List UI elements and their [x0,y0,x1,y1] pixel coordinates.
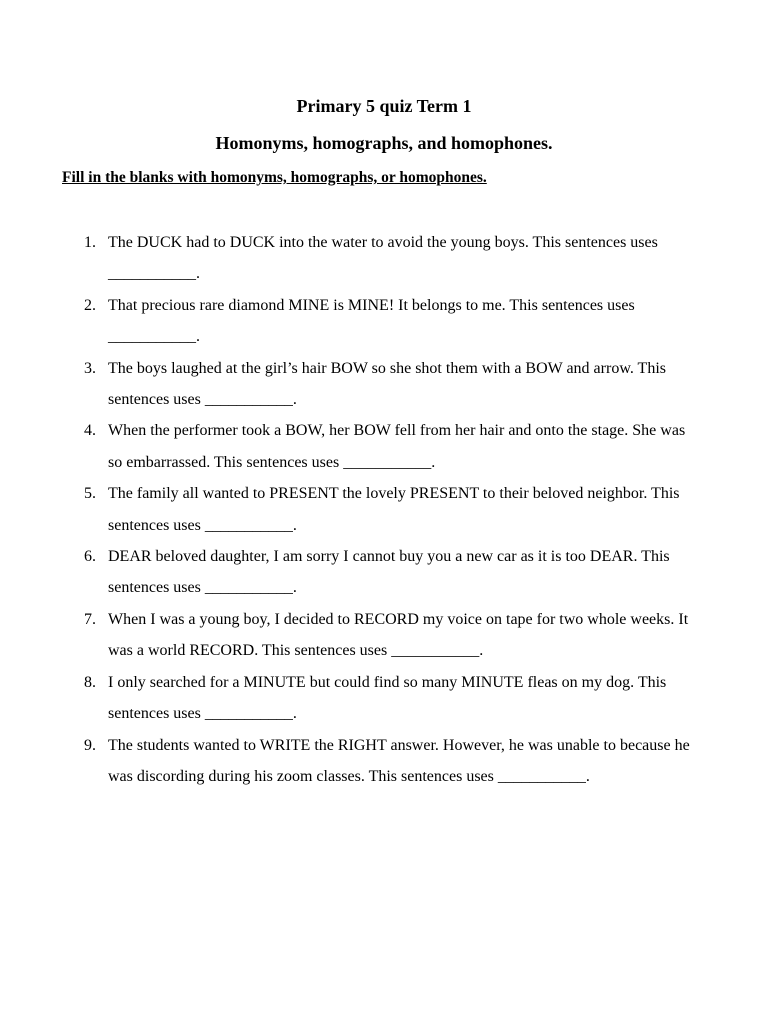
page-subtitle: Homonyms, homographs, and homophones. [215,133,553,153]
page-title: Primary 5 quiz Term 1 [296,96,472,116]
question-item [0,667,690,730]
question-number: 3. [84,359,96,377]
question-number: 6. [84,548,96,566]
question-number: 7. [84,610,96,628]
question-item [0,415,690,478]
question-text: That precious rare diamond MINE is MINE! It belongs to me. This sentences uses ___________. [108,296,635,346]
question-text: The students wanted to WRITE the RIGHT answer. However, he was unable to because he was discording during his zoom classes. This sentences uses ___________. [108,736,690,785]
instructions: Fill in the blanks with homonyms, homographs, or homophones. [62,169,487,186]
question-number: 9. [84,736,96,754]
question-number: 5. [84,485,96,503]
question-text: I only searched for a MINUTE but could find so many MINUTE fleas on my dog. This sentences uses ___________. [108,673,667,723]
question-item [0,604,690,667]
question-item [0,478,690,541]
question-number: 8. [84,673,96,691]
question-text: When I was a young boy, I decided to RECORD my voice on tape for two whole weeks. It was a world RECORD. This sentences uses ___________. [108,610,689,660]
question-number: 4. [84,422,96,440]
question-text: The boys laughed at the girl’s hair BOW so she shot them with a BOW and arrow. This sentences uses ___________. [108,359,666,409]
question-number: 2. [84,296,96,314]
question-text: The family all wanted to PRESENT the lovely PRESENT to their beloved neighbor. This sentences uses ___________. [108,485,680,534]
question-text: When the performer took a BOW, her BOW fell from her hair and onto the stage. She was so embarrassed. This sentences uses ___________. [108,422,686,471]
question-item [0,290,690,353]
question-item [0,353,690,416]
question-text: The DUCK had to DUCK into the water to avoid the young boys. This sentences uses ___________. [108,234,658,283]
question-number: 1. [84,234,96,251]
question-text: DEAR beloved daughter, I am sorry I cannot buy you a new car as it is too DEAR. This sentences uses ___________. [108,548,670,597]
question-item [0,227,690,290]
question-item [0,730,690,793]
question-item [0,541,690,604]
question-list [0,227,768,792]
